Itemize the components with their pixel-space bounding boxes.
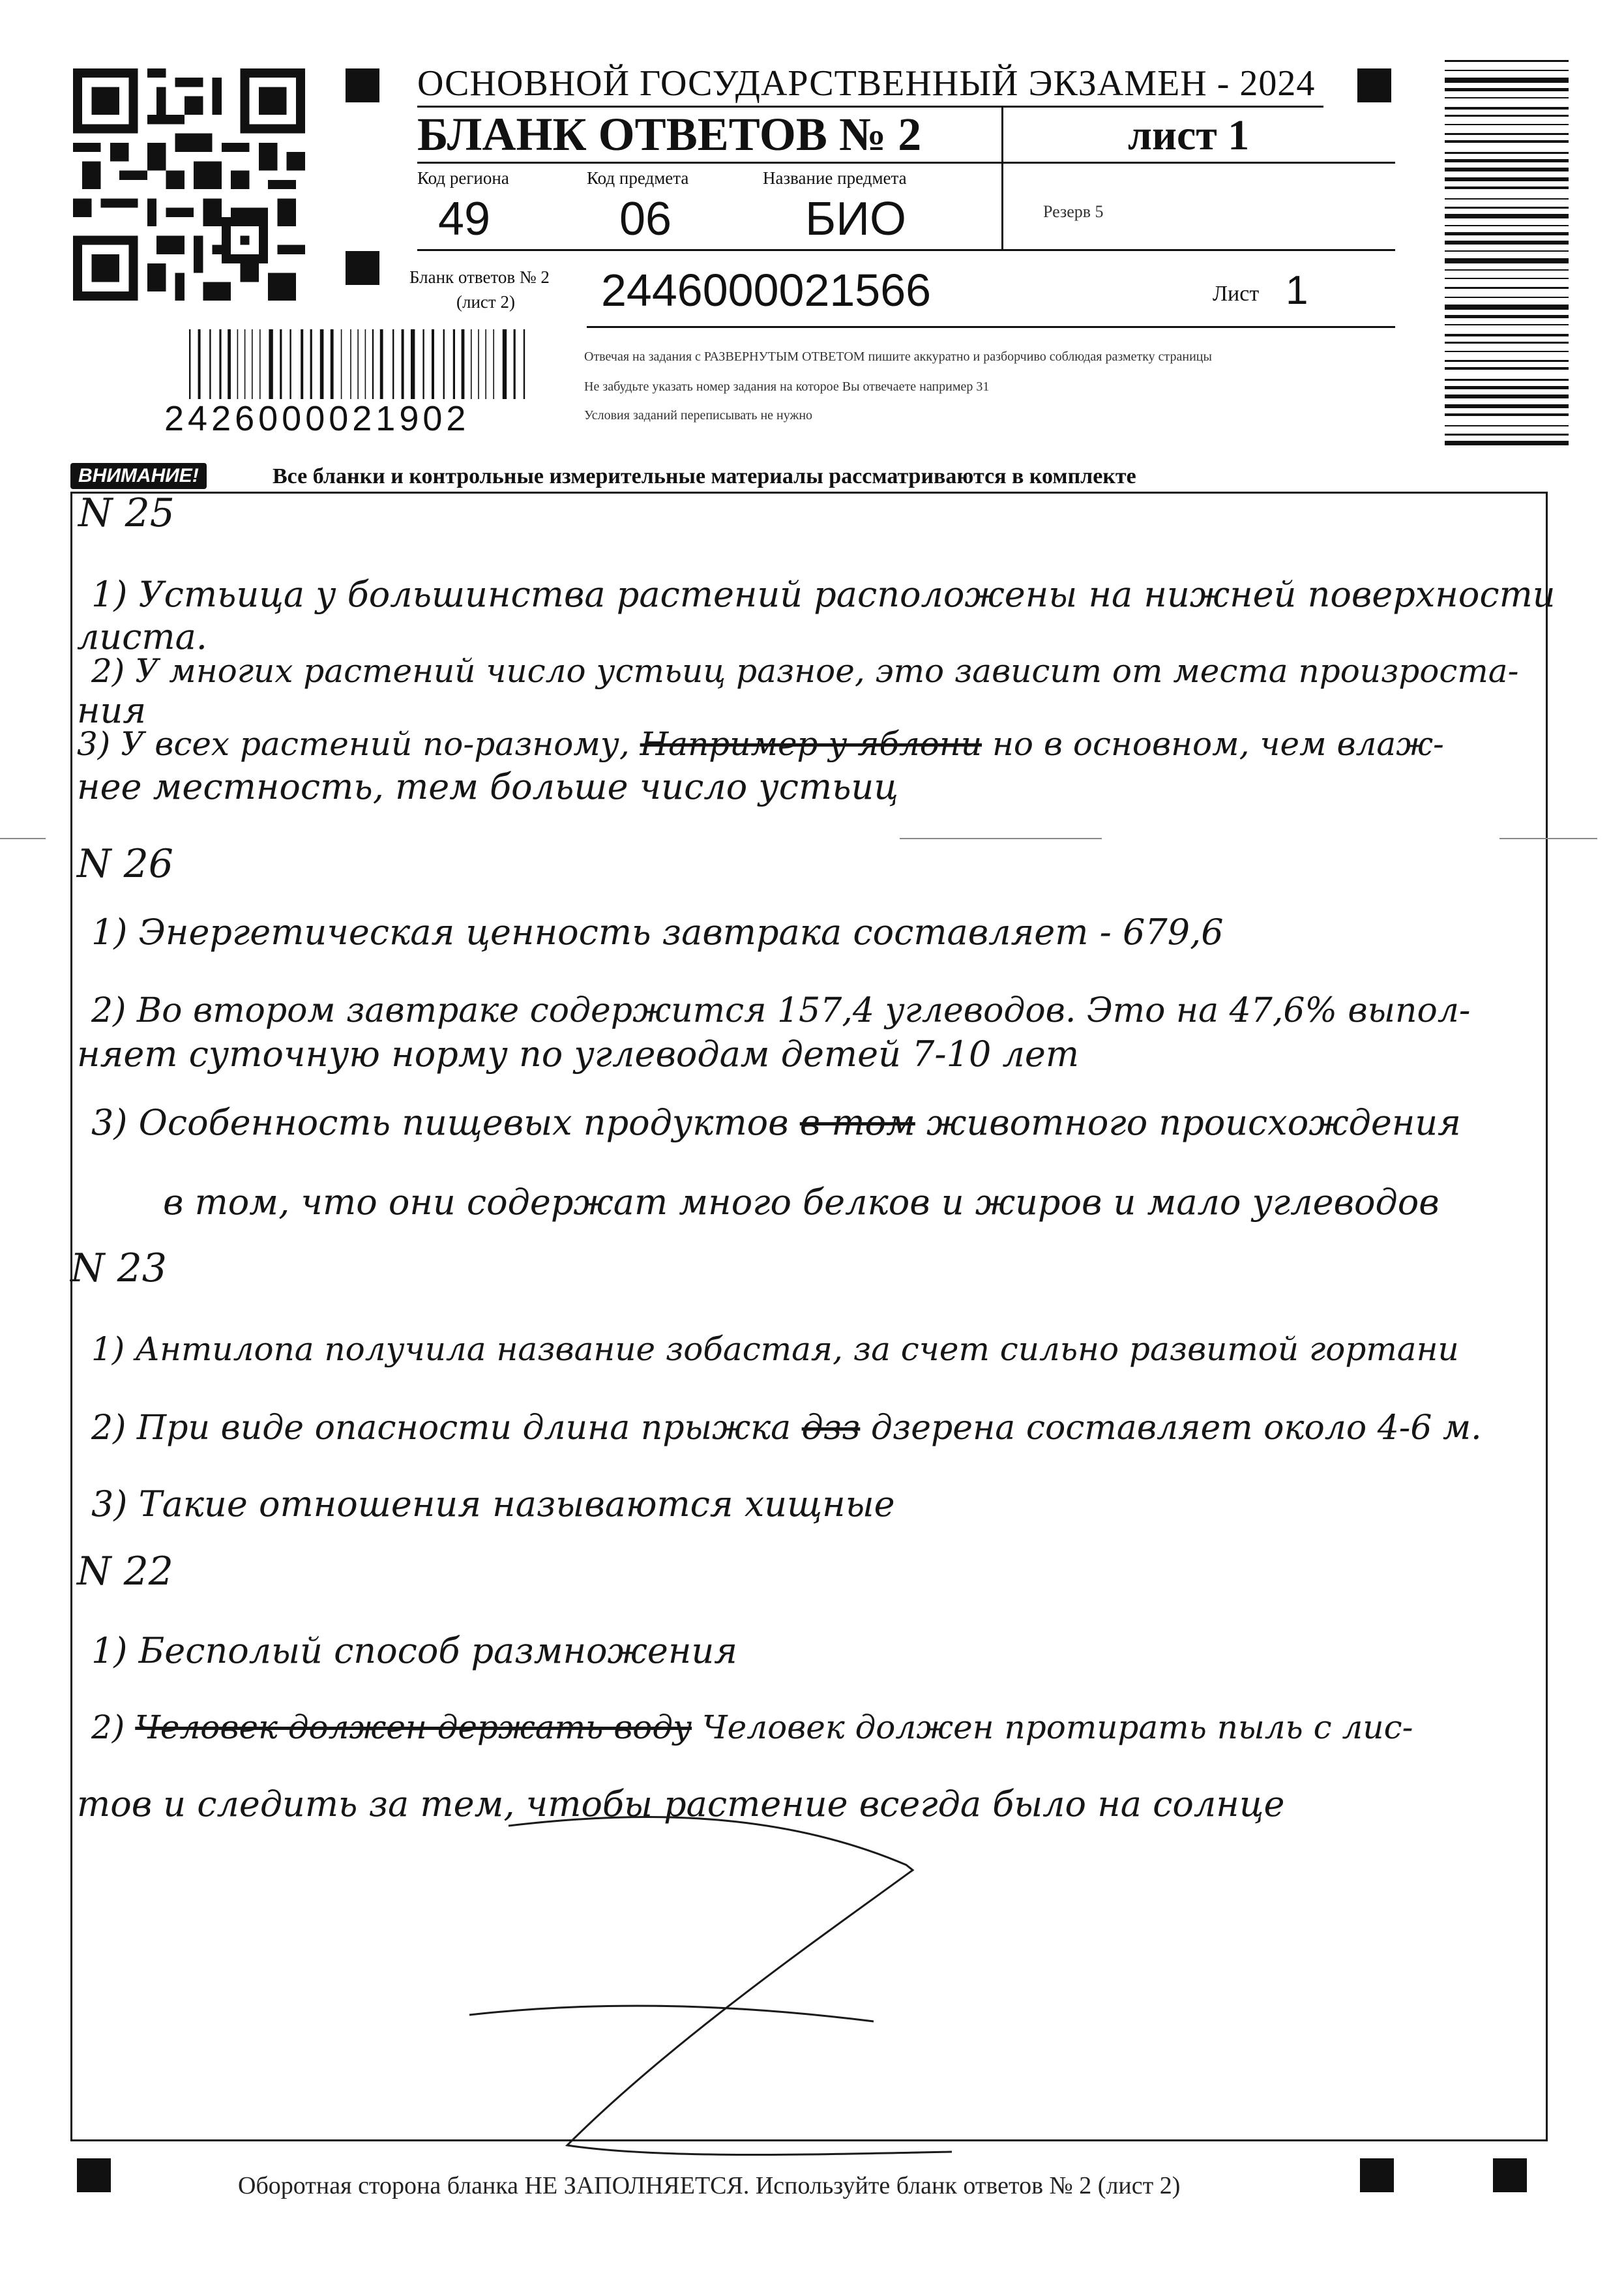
alignment-marker bbox=[1360, 2158, 1394, 2192]
margin-dash bbox=[900, 838, 1102, 839]
answer-line: 2) Во втором завтраке содержится 157,4 углеводов. Это на 47,6% выпол- bbox=[91, 991, 1471, 1030]
barcode-bar bbox=[1445, 207, 1569, 209]
barcode-bar bbox=[1445, 379, 1569, 381]
answer-line: в том, что они содержат много белков и жиров и мало углеводов bbox=[163, 1182, 1439, 1223]
barcode-bar bbox=[1445, 250, 1569, 252]
form-title: БЛАНК ОТВЕТОВ № 2 bbox=[417, 108, 922, 160]
subject-code-label: Код предмета bbox=[587, 168, 689, 188]
barcode-bar bbox=[1445, 214, 1569, 218]
region-label: Код региона bbox=[417, 168, 509, 188]
answer-line: листа. bbox=[77, 616, 207, 657]
margin-dash bbox=[0, 838, 46, 839]
barcode-bar bbox=[1445, 140, 1569, 143]
answer-line: няет суточную норму по углеводам детей 7-10 лет bbox=[77, 1034, 1080, 1075]
answer-line: 1) Энергетическая ценность завтрака составляет - 679,6 bbox=[91, 912, 1224, 953]
answer-text: дзерена составляет около 4-6 м. bbox=[870, 1408, 1482, 1448]
barcode-bar bbox=[1445, 78, 1569, 83]
barcode-bar bbox=[219, 329, 221, 401]
qr-code bbox=[73, 68, 305, 301]
answer-text: 3) Особенность пищевых продуктов bbox=[91, 1102, 789, 1143]
barcode-bar bbox=[1445, 413, 1569, 416]
barcode-bar bbox=[432, 329, 434, 401]
answer-text: животного происхождения bbox=[926, 1102, 1461, 1143]
answer-text: 2) bbox=[91, 1708, 125, 1746]
answer-line: ния bbox=[77, 690, 147, 731]
exam-title: ОСНОВНОЙ ГОСУДАРСТВЕННЫЙ ЭКЗАМЕН - 2024 bbox=[417, 63, 1316, 104]
answer-number: N 22 bbox=[77, 1549, 173, 1594]
form2-number: 2446000021566 bbox=[601, 265, 932, 316]
answer-line: 1) Бесполый способ размножения bbox=[91, 1630, 737, 1671]
barcode-bar bbox=[372, 329, 374, 401]
barcode-bar bbox=[1445, 168, 1569, 171]
barcode-bar bbox=[1445, 269, 1569, 271]
barcode-bar bbox=[320, 329, 324, 401]
barcode-bar bbox=[402, 329, 404, 401]
answer-line bbox=[91, 1708, 1413, 1746]
answer-line: тов и следить за тем, чтобы растение всегда было на солнце bbox=[77, 1783, 1285, 1824]
footer-note: Оборотная сторона бланка НЕ ЗАПОЛНЯЕТСЯ. Используйте бланк ответов № 2 (лист 2) bbox=[238, 2172, 1181, 2199]
header-divider bbox=[1001, 106, 1003, 249]
struck-text: в том bbox=[799, 1102, 915, 1143]
barcode-bar bbox=[462, 329, 465, 401]
alignment-marker bbox=[346, 68, 379, 102]
barcode-bar bbox=[503, 329, 507, 401]
barcode-bar bbox=[1445, 225, 1569, 226]
barcode-bar bbox=[365, 329, 366, 401]
barcode-bar bbox=[189, 329, 190, 401]
form2-label-sub: (лист 2) bbox=[456, 292, 515, 312]
answer-line bbox=[91, 1408, 1482, 1448]
answer-line bbox=[77, 725, 1444, 763]
form2-label: Бланк ответов № 2 bbox=[409, 267, 550, 287]
barcode-bar bbox=[524, 329, 525, 401]
barcode-bar bbox=[1445, 186, 1569, 189]
barcode-bar bbox=[1445, 287, 1569, 289]
answer-number: N 26 bbox=[77, 841, 173, 887]
barcode-bar bbox=[1445, 115, 1569, 117]
barcode-bar bbox=[357, 329, 359, 401]
answer-number: N 23 bbox=[70, 1245, 167, 1291]
barcode-number: 2426000021902 bbox=[164, 399, 529, 438]
alignment-marker bbox=[346, 251, 379, 285]
barcode-bar bbox=[1445, 386, 1569, 389]
attention-bar bbox=[70, 463, 1550, 489]
barcode-bar bbox=[392, 329, 394, 401]
attention-text: Все бланки и контрольные измерительные материалы рассматриваются в комплекте bbox=[273, 464, 1136, 488]
subject-name-value: БИО bbox=[805, 193, 907, 245]
answer-text: 3) У всех растений по-разному, bbox=[77, 725, 630, 763]
barcode-bar bbox=[1445, 133, 1569, 135]
answer-line: 1) Антилопа получила название зобастая, за счет сильно развитой гортани bbox=[91, 1330, 1459, 1368]
barcode-bar bbox=[1445, 434, 1569, 436]
answer-line: 3) Такие отношения называются хищные bbox=[91, 1483, 895, 1525]
barcode-bar bbox=[443, 329, 445, 401]
barcode-bar bbox=[280, 329, 282, 401]
answer-text: Человек должен протирать пыль с лис- bbox=[702, 1708, 1413, 1746]
barcode-bar bbox=[1445, 394, 1569, 398]
barcode-bar bbox=[252, 329, 253, 401]
barcode-bar bbox=[1445, 198, 1569, 200]
barcode-bar bbox=[1445, 232, 1569, 235]
barcode-bar bbox=[198, 329, 201, 401]
barcode-bar bbox=[209, 329, 211, 401]
subject-code-value: 06 bbox=[619, 193, 672, 245]
alignment-marker bbox=[77, 2158, 111, 2192]
barcode-bar bbox=[471, 329, 472, 401]
vertical-barcode bbox=[1445, 60, 1569, 448]
answer-number: N 25 bbox=[78, 490, 175, 536]
barcode-bar bbox=[237, 329, 239, 401]
barcode-bar bbox=[1445, 258, 1569, 263]
alignment-marker bbox=[1357, 68, 1391, 102]
answer-line: 2) У многих растений число устьиц разное, это зависит от места произроста- bbox=[91, 652, 1519, 690]
barcode-bar bbox=[1445, 342, 1569, 344]
barcode-bar bbox=[1445, 70, 1569, 71]
barcode-bar bbox=[1445, 241, 1569, 245]
z-cancel-mark bbox=[456, 1806, 978, 2171]
barcode-bar bbox=[244, 329, 246, 401]
header-rule bbox=[417, 162, 1395, 164]
barcode-bar bbox=[1445, 305, 1569, 310]
header-rule bbox=[587, 326, 1395, 328]
barcode-bar bbox=[1445, 107, 1569, 110]
header-rule bbox=[417, 249, 1395, 251]
barcode-bar bbox=[1445, 278, 1569, 279]
barcode-bar bbox=[301, 329, 303, 401]
barcode-bar bbox=[269, 329, 273, 401]
barcode-bar bbox=[1445, 425, 1569, 426]
barcode-bar bbox=[422, 329, 424, 401]
barcode-bar bbox=[289, 329, 291, 401]
instruction-line: Условия заданий переписывать не нужно bbox=[584, 408, 813, 423]
barcode-bar bbox=[1445, 152, 1569, 154]
answer-line: 1) Устьица у большинства растений расположены на нижней поверхности bbox=[91, 574, 1556, 615]
barcode-bar bbox=[1445, 404, 1569, 408]
reserve-label: Резерв 5 bbox=[1043, 202, 1104, 221]
barcode-bar bbox=[493, 329, 494, 401]
barcode-bar bbox=[380, 329, 383, 401]
barcode-bar bbox=[1445, 88, 1569, 91]
subject-name-label: Название предмета bbox=[763, 168, 907, 188]
barcode-bar bbox=[331, 329, 334, 401]
barcode-bar bbox=[1445, 315, 1569, 318]
barcode-bar bbox=[1445, 351, 1569, 352]
barcode-bar bbox=[1445, 324, 1569, 325]
barcode-bar bbox=[485, 329, 486, 401]
sheet-value: 1 bbox=[1286, 268, 1308, 313]
alignment-marker bbox=[1493, 2158, 1527, 2192]
sheet-title: лист 1 bbox=[1128, 112, 1250, 159]
region-value: 49 bbox=[438, 193, 491, 245]
barcode-bar bbox=[478, 329, 479, 401]
answer-line: нее местность, тем больше число устьиц bbox=[77, 766, 899, 807]
barcode-bar bbox=[259, 329, 261, 401]
barcode-bar bbox=[228, 329, 231, 401]
barcode-bar bbox=[1445, 367, 1569, 370]
struck-text: дзз bbox=[801, 1408, 861, 1448]
struck-text: Человек должен держать воду bbox=[135, 1708, 692, 1746]
barcode-bar bbox=[1445, 177, 1569, 181]
barcode-bar bbox=[514, 329, 516, 401]
answer-text: но в основном, чем влаж- bbox=[992, 725, 1444, 763]
sheet-label: Лист bbox=[1213, 282, 1260, 306]
answer-line bbox=[91, 1102, 1461, 1143]
margin-dash bbox=[1499, 838, 1597, 839]
barcode-bar bbox=[1445, 97, 1569, 98]
barcode-bar bbox=[1445, 297, 1569, 298]
instruction-line: Отвечая на задания с РАЗВЕРНУТЫМ ОТВЕТОМ пишите аккуратно и разборчиво соблюдая разметку страницы bbox=[584, 350, 1212, 364]
attention-badge: ВНИМАНИЕ! bbox=[70, 463, 207, 489]
barcode-bar bbox=[1445, 360, 1569, 362]
barcode-bar bbox=[1445, 60, 1569, 62]
barcode-bar bbox=[411, 329, 415, 401]
struck-text: Например у яблони bbox=[640, 725, 982, 763]
instruction-line: Не забудьте указать номер задания на которое Вы отвечаете например 31 bbox=[584, 380, 990, 394]
barcode-bar bbox=[1445, 124, 1569, 125]
barcode-bar bbox=[350, 329, 351, 401]
barcode-bar bbox=[341, 329, 342, 401]
barcode-bar bbox=[453, 329, 455, 401]
barcode-bar bbox=[310, 329, 312, 401]
barcode-bar bbox=[1445, 441, 1569, 445]
barcode-bar bbox=[1445, 334, 1569, 336]
answer-text: 2) При виде опасности длина прыжка bbox=[91, 1408, 791, 1448]
barcode-bar bbox=[1445, 159, 1569, 162]
